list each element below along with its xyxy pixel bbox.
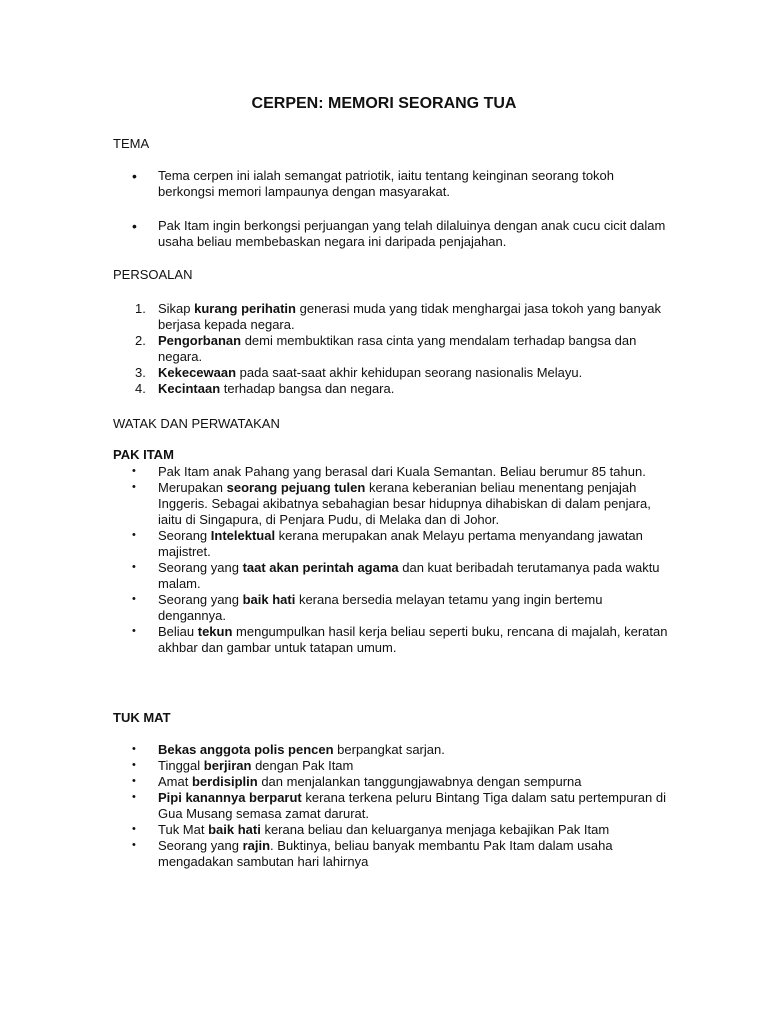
list-item: • Tuk Mat baik hati kerana beliau dan keluarganya menjaga kebajikan Pak Itam — [113, 822, 673, 838]
section-label-persoalan: PERSOALAN — [113, 267, 193, 282]
list-item: • Pak Itam anak Pahang yang berasal dari Kuala Semantan. Beliau berumur 85 tahun. — [113, 464, 673, 480]
list-number: 4. — [135, 381, 146, 396]
list-item: • Pipi kanannya berparut kerana terkena peluru Bintang Tiga dalam satu pertempuran di Gua Musang semasa zamat darurat. — [113, 790, 673, 822]
list-item: 2. Pengorbanan demi membuktikan rasa cinta yang mendalam terhadap bangsa dan negara. — [135, 333, 637, 364]
list-item: • Seorang yang taat akan perintah agama dan kuat beribadah terutamanya pada waktu malam. — [113, 560, 673, 592]
list-item: 1. Sikap kurang perihatin generasi muda yang tidak menghargai jasa tokoh yang banyak berjasa kepada negara. — [135, 301, 661, 332]
character-heading-pak-itam: PAK ITAM — [113, 447, 174, 462]
list-item: • Beliau tekun mengumpulkan hasil kerja beliau seperti buku, rencana di majalah, keratan akhbar dan gambar untuk tatapan umum. — [113, 624, 673, 656]
list-item: • Pak Itam ingin berkongsi perjuangan yang telah dilaluinya dengan anak cucu cicit dalam usaha beliau membebaskan negara ini daripada penjajahan. — [113, 218, 673, 250]
list-item: • Seorang yang baik hati kerana bersedia melayan tetamu yang ingin bertemu dengannya. — [113, 592, 673, 624]
tema-list — [113, 168, 673, 250]
list-number: 3. — [135, 365, 146, 380]
list-item: • Merupakan seorang pejuang tulen kerana keberanian beliau menentang penjajah Inggeris. Sebagai akibatnya sebahagian besar hidupnya dihabiskan di dalam penjara, iaitu di Singapura, di Penjara Pudu, di Melaka dan di Johor. — [113, 480, 673, 528]
list-item: 3. Kekecewaan pada saat-saat akhir kehidupan seorang nasionalis Melayu. — [135, 365, 583, 380]
list-number: 1. — [135, 301, 146, 316]
tuk-mat-list — [113, 742, 673, 870]
list-item: • Seorang Intelektual kerana merupakan anak Melayu pertama menyandang jawatan majistret. — [113, 528, 673, 560]
list-item: • Tinggal berjiran dengan Pak Itam — [113, 758, 673, 774]
pak-itam-list — [113, 464, 673, 656]
section-label-tema: TEMA — [113, 136, 150, 151]
character-heading-tuk-mat: TUK MAT — [113, 710, 171, 725]
list-item: • Tema cerpen ini ialah semangat patriotik, iaitu tentang keinginan seorang tokoh berkongsi memori lampaunya dengan masyarakat. — [113, 168, 673, 200]
persoalan-list — [113, 301, 673, 397]
document-title: CERPEN: MEMORI SEORANG TUA — [251, 95, 517, 112]
list-item: 4. Kecintaan terhadap bangsa dan negara. — [135, 381, 395, 396]
list-item: • Amat berdisiplin dan menjalankan tanggungjawabnya dengan sempurna — [113, 774, 673, 790]
list-number: 2. — [135, 333, 146, 348]
list-item: • Bekas anggota polis pencen berpangkat sarjan. — [113, 742, 673, 758]
list-item: • Seorang yang rajin. Buktinya, beliau banyak membantu Pak Itam dalam usaha mengadakan sambutan hari lahirnya — [113, 838, 673, 870]
section-label-watak: WATAK DAN PERWATAKAN — [113, 416, 280, 431]
